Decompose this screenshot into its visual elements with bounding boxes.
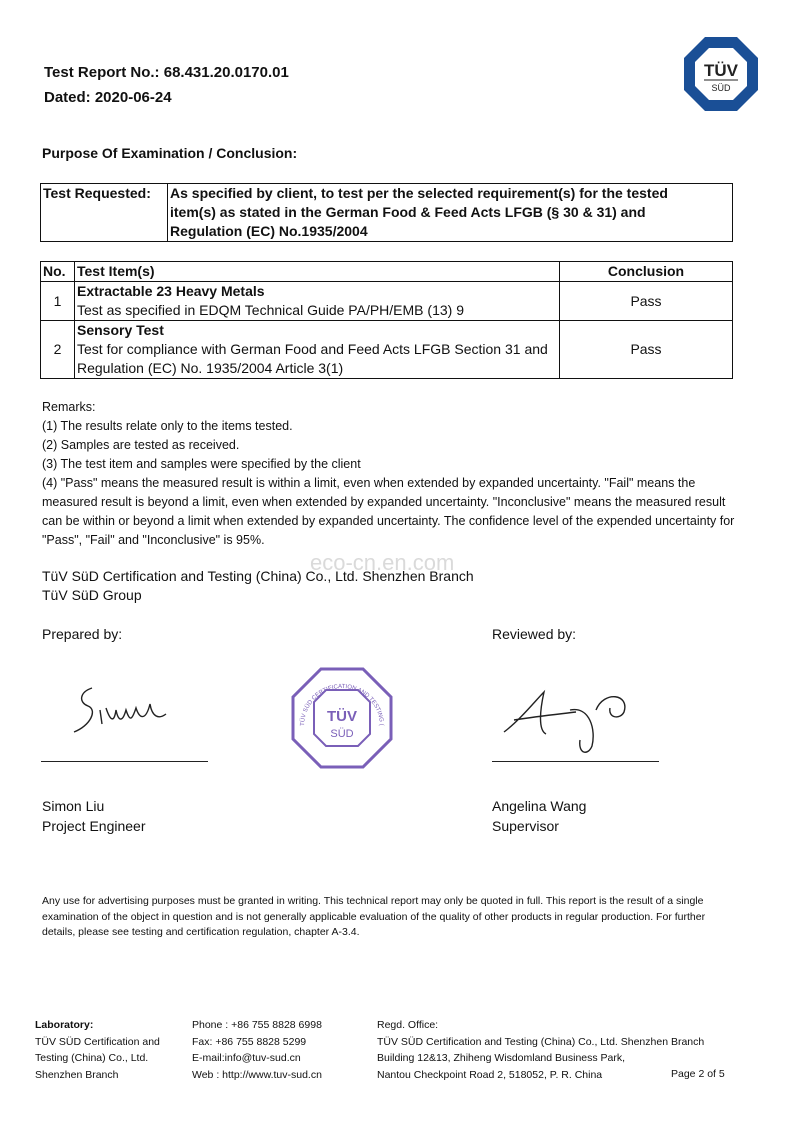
- purpose-title: Purpose Of Examination / Conclusion:: [42, 145, 298, 161]
- disclaimer: Any use for advertising purposes must be granted in writing. This technical report may only be quoted in full. This report is the result of a single examination of the object in question and is not generally applicable evaluation of the quality of other products in regular production. For further details, please see testing and certification regulation, chapter A-3.4.: [42, 895, 706, 938]
- footer-laboratory: [35, 1017, 160, 1083]
- remark-4: (4) "Pass" means the measured result is within a limit, even when extended by expanded uncertainty. "Fail" means the measured result is beyond a limit, even when extended by expanded uncertainty. "Inconclusive" means the measured result can be within or beyond a limit when extended by expanded uncertainty. The confidence level of the expended uncertainty for "Pass", "Fail" and "Inconclusive" is 95%.: [42, 476, 735, 547]
- remark-1: (1) The results relate only to the items tested.: [42, 419, 293, 433]
- test-requested-label: Test Requested:: [41, 184, 168, 242]
- remarks-title: Remarks:: [42, 400, 96, 414]
- office-line: Nantou Checkpoint Road 2, 518052, P. R. China: [377, 1068, 603, 1081]
- report-number: Test Report No.: 68.431.20.0170.01: [44, 64, 289, 81]
- lab-line: Testing (China) Co., Ltd.: [35, 1052, 149, 1064]
- table-row: [41, 282, 733, 321]
- prepared-label: Prepared by:: [42, 626, 123, 642]
- row-title: Sensory Test: [77, 322, 164, 338]
- row-no: 2: [41, 321, 75, 379]
- row-conclusion: Pass: [560, 282, 733, 321]
- preparer-name: Simon Liu: [42, 798, 105, 814]
- results-table: [40, 261, 733, 379]
- svg-text:SÜD: SÜD: [330, 728, 354, 740]
- reviewed-label: Reviewed by:: [492, 626, 577, 642]
- reviewer-name: Angelina Wang: [492, 798, 587, 814]
- reviewed-signature-line: [492, 761, 659, 762]
- lab-line: TÜV SÜD Certification and: [35, 1035, 160, 1048]
- svg-text:TÜV SÜD CERTIFICATION AND TEST: TÜV SÜD CERTIFICATION AND TESTING (: [299, 683, 385, 727]
- col-conclusion: Conclusion: [560, 262, 733, 282]
- footer-office: [377, 1017, 704, 1083]
- web-link[interactable]: Web : http://www.tuv-sud.cn: [192, 1068, 322, 1081]
- row-title: Extractable 23 Heavy Metals: [77, 283, 265, 299]
- col-test-item: Test Item(s): [75, 262, 560, 282]
- fax: Fax: +86 755 8828 5299: [192, 1035, 307, 1048]
- lab-label: Laboratory:: [35, 1019, 94, 1031]
- signature-simon: [70, 680, 170, 740]
- row-conclusion: Pass: [560, 321, 733, 379]
- tuv-logo: [682, 35, 760, 113]
- company-name: TüV SüD Certification and Testing (China) Co., Ltd. Shenzhen Branch: [42, 568, 474, 584]
- page-number: Page 2 of 5: [671, 1068, 725, 1080]
- report-date: Dated: 2020-06-24: [44, 89, 172, 106]
- lab-line: Shenzhen Branch: [35, 1068, 119, 1081]
- company-stamp: [290, 666, 394, 770]
- office-line: TÜV SÜD Certification and Testing (China) Co., Ltd. Shenzhen Branch: [377, 1035, 705, 1048]
- test-requested-value: As specified by client, to test per the selected requirement(s) for the tested item(s) as stated in the German Food & Feed Acts LFGB (§ 30 & 31) and Regulation (EC) No.1935/2004: [168, 184, 733, 242]
- col-no: No.: [41, 262, 75, 282]
- office-line: Building 12&13, Zhiheng Wisdomland Business Park,: [377, 1052, 626, 1064]
- remark-3: (3) The test item and samples were specified by the client: [42, 457, 361, 471]
- row-detail: Test for compliance with German Food and Feed Acts LFGB Section 31 and Regulation (EC) No. 1935/2004 Article 3(1): [77, 341, 548, 376]
- test-requested-table: [40, 183, 733, 242]
- preparer-title: Project Engineer: [42, 818, 146, 834]
- remark-2: (2) Samples are tested as received.: [42, 438, 240, 452]
- watermark: eco-cn.en.com: [310, 550, 455, 575]
- svg-text:TÜV: TÜV: [327, 708, 357, 725]
- office-line: Regd. Office:: [377, 1019, 439, 1031]
- phone: Phone : +86 755 8828 6998: [192, 1019, 322, 1031]
- company-group: TüV SüD Group: [42, 587, 142, 603]
- footer-contact: [192, 1017, 322, 1083]
- row-no: 1: [41, 282, 75, 321]
- signature-angelina: [500, 680, 640, 760]
- svg-text:SÜD: SÜD: [711, 83, 731, 93]
- svg-text:TÜV: TÜV: [704, 61, 738, 80]
- reviewer-title: Supervisor: [492, 818, 559, 834]
- prepared-signature-line: [41, 761, 208, 762]
- email-link[interactable]: E-mail:info@tuv-sud.cn: [192, 1052, 301, 1064]
- row-detail: Test as specified in EDQM Technical Guide PA/PH/EMB (13) 9: [77, 302, 464, 318]
- table-row: [41, 321, 733, 379]
